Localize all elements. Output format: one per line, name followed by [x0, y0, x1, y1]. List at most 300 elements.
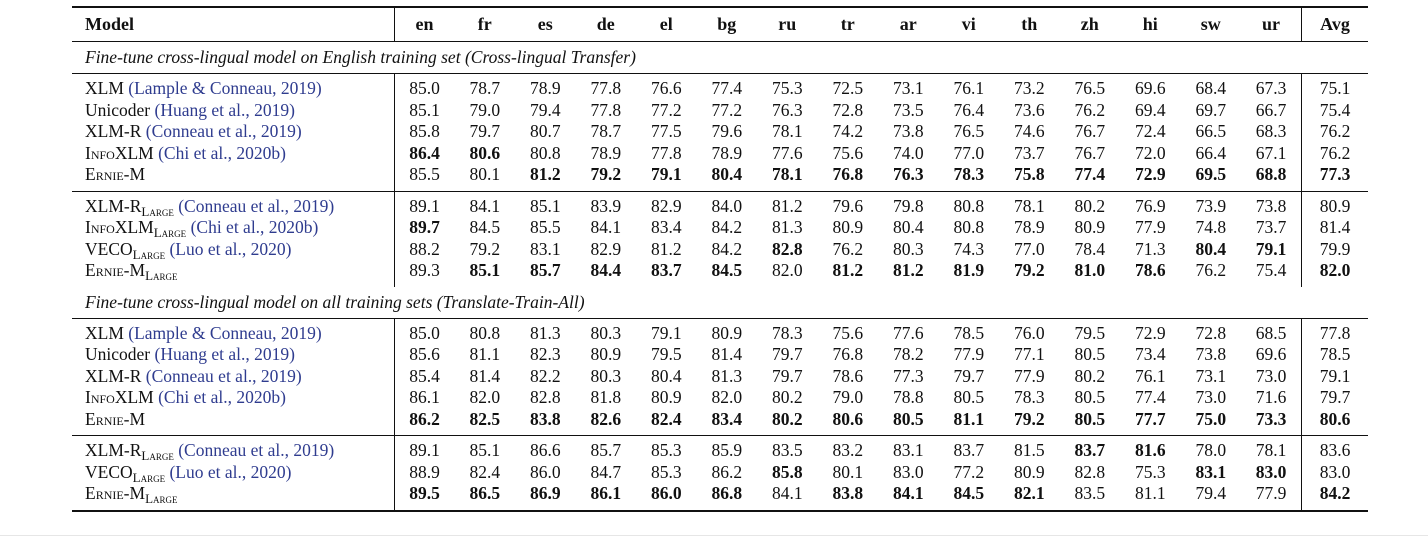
score-cell-ar: 78.2 — [892, 344, 924, 364]
citation-link[interactable]: (Chi et al., 2020b) — [158, 142, 286, 163]
table-row — [72, 191, 1368, 217]
model-cell — [72, 344, 394, 366]
citation-link[interactable]: (Conneau et al., 2019) — [145, 121, 302, 141]
score-cell-sw: 73.9 — [1195, 195, 1227, 216]
model-cell — [72, 318, 394, 344]
score-cell-bg: 86.8 — [697, 483, 758, 511]
section-title-row — [72, 287, 1368, 319]
score-cell-vi: 76.5 — [953, 121, 985, 141]
score-cell-zh: 83.5 — [1060, 483, 1121, 511]
score-cell-sw: 69.7 — [1195, 99, 1227, 120]
score-cell-vi: 78.3 — [939, 164, 1000, 191]
score-cell-es: 83.1 — [529, 238, 561, 259]
model-name: Ernie-M — [85, 260, 146, 280]
results-table-figure — [72, 6, 1368, 512]
model-name: InfoXLM — [85, 217, 154, 237]
score-cell-en: 86.4 — [409, 142, 440, 163]
model-name: Ernie-M — [85, 483, 146, 503]
table-body — [72, 42, 1368, 511]
score-cell-th: 81.5 — [1013, 440, 1045, 460]
column-header-de: de — [576, 7, 637, 42]
score-cell-th: 78.1 — [1013, 195, 1045, 216]
score-cell-de: 84.4 — [590, 260, 622, 280]
score-cell-ur: 68.3 — [1255, 121, 1287, 141]
table-row — [72, 217, 1368, 239]
table-row — [72, 387, 1368, 409]
score-cell-en: 86.2 — [394, 409, 455, 436]
score-cell-th: 74.6 — [1013, 121, 1045, 141]
score-cell-zh: 76.7 — [1074, 142, 1106, 163]
avg-score-cell: 77.3 — [1302, 164, 1369, 191]
score-cell-ur: 78.1 — [1255, 440, 1287, 460]
score-cell-ru: 85.8 — [771, 461, 803, 482]
score-cell-tr: 76.8 — [832, 344, 864, 364]
score-cell-bg: 82.0 — [711, 387, 743, 407]
citation-link[interactable]: (Luo et al., 2020) — [169, 238, 292, 259]
model-name: XLM — [85, 78, 124, 98]
score-cell-es: 81.2 — [515, 164, 576, 191]
citation-link[interactable]: (Huang et al., 2019) — [154, 99, 295, 120]
section-title: Fine-tune cross-lingual model on English training set (Cross-lingual Transfer) — [72, 42, 1368, 74]
score-cell-zh: 79.5 — [1074, 322, 1106, 343]
score-cell-th: 73.7 — [1013, 142, 1045, 163]
score-cell-tr: 72.5 — [832, 78, 864, 98]
score-cell-en: 88.2 — [409, 238, 440, 259]
score-cell-hi: 77.4 — [1134, 387, 1166, 407]
score-cell-el: 77.8 — [650, 142, 682, 163]
score-cell-hi: 72.9 — [1134, 322, 1166, 343]
score-cell-hi: 76.1 — [1134, 365, 1166, 386]
score-cell-bg: 86.2 — [711, 461, 743, 482]
score-cell-th: 82.1 — [999, 483, 1060, 511]
score-cell-es: 82.8 — [529, 387, 561, 407]
score-cell-ar: 81.2 — [892, 260, 924, 280]
score-cell-sw: 72.8 — [1195, 322, 1227, 343]
score-cell-ar: 83.0 — [892, 461, 924, 482]
score-cell-es: 85.5 — [529, 217, 561, 237]
column-header-bg: bg — [697, 7, 758, 42]
score-cell-sw: 73.0 — [1195, 387, 1227, 407]
score-cell-en: 85.0 — [409, 78, 440, 98]
column-header-ar: ar — [878, 7, 939, 42]
score-cell-zh: 80.2 — [1074, 365, 1106, 386]
score-cell-tr: 80.6 — [818, 409, 879, 436]
score-cell-ur: 73.3 — [1241, 409, 1302, 436]
score-cell-fr: 84.5 — [469, 217, 501, 237]
table-row — [72, 366, 1368, 388]
score-cell-el: 80.9 — [650, 387, 682, 407]
score-cell-en: 85.6 — [409, 344, 440, 364]
score-cell-sw: 69.5 — [1181, 164, 1242, 191]
score-cell-hi: 77.7 — [1120, 409, 1181, 436]
avg-score-cell: 83.6 — [1302, 436, 1369, 462]
score-cell-ur: 66.7 — [1255, 99, 1287, 120]
page-divider — [0, 535, 1428, 536]
citation-link[interactable]: (Conneau et al., 2019) — [145, 365, 302, 386]
score-cell-zh: 76.5 — [1074, 78, 1106, 98]
score-cell-es: 78.9 — [529, 78, 561, 98]
model-name: Ernie-M — [85, 164, 146, 184]
score-cell-hi: 72.0 — [1134, 142, 1166, 163]
score-cell-vi: 81.1 — [939, 409, 1000, 436]
avg-score-cell: 76.2 — [1302, 143, 1369, 165]
avg-score-cell: 78.5 — [1302, 344, 1369, 366]
score-cell-ur: 73.7 — [1255, 217, 1287, 237]
score-cell-bg: 79.6 — [711, 121, 743, 141]
score-cell-tr: 81.2 — [832, 260, 864, 280]
score-cell-th: 76.0 — [1013, 322, 1045, 343]
citation-link[interactable]: (Lample & Conneau, 2019) — [128, 322, 322, 343]
citation-link[interactable]: (Huang et al., 2019) — [154, 344, 295, 364]
score-cell-ur: 79.1 — [1255, 238, 1287, 259]
score-cell-ur: 71.6 — [1255, 387, 1287, 407]
score-cell-hi: 81.6 — [1134, 440, 1166, 460]
score-cell-de: 80.9 — [590, 344, 622, 364]
model-cell — [72, 462, 394, 484]
avg-score-cell: 80.9 — [1302, 191, 1369, 217]
avg-score-cell: 79.7 — [1302, 387, 1369, 409]
score-cell-zh: 80.5 — [1074, 344, 1106, 364]
score-cell-el: 77.2 — [650, 99, 682, 120]
score-cell-fr: 85.1 — [469, 260, 501, 280]
score-cell-de: 78.9 — [590, 142, 622, 163]
avg-score-cell: 79.9 — [1302, 239, 1369, 261]
score-cell-ar: 77.6 — [892, 322, 924, 343]
score-cell-vi: 77.2 — [953, 461, 985, 482]
score-cell-el: 79.5 — [650, 344, 682, 364]
score-cell-ur: 69.6 — [1255, 344, 1287, 364]
score-cell-es: 85.7 — [529, 260, 561, 280]
citation-link[interactable]: (Conneau et al., 2019) — [178, 440, 335, 460]
score-cell-ur: 83.0 — [1255, 461, 1287, 482]
score-cell-bg: 77.2 — [711, 99, 743, 120]
score-cell-ru: 80.2 — [757, 409, 818, 436]
model-name: Unicoder — [85, 344, 151, 364]
column-header-ur: ur — [1241, 7, 1302, 42]
score-cell-sw: 73.1 — [1195, 365, 1227, 386]
score-cell-zh: 82.8 — [1074, 461, 1106, 482]
score-cell-ur: 68.5 — [1255, 322, 1287, 343]
score-cell-bg: 81.3 — [711, 365, 743, 386]
score-cell-fr: 82.5 — [455, 409, 516, 436]
score-cell-vi: 80.8 — [953, 195, 985, 216]
table-row — [72, 344, 1368, 366]
model-cell — [72, 164, 394, 191]
score-cell-bg: 84.0 — [711, 195, 743, 216]
score-cell-sw: 80.4 — [1195, 238, 1227, 259]
score-cell-sw: 83.1 — [1195, 461, 1227, 482]
score-cell-de: 86.1 — [576, 483, 637, 511]
score-cell-zh: 76.2 — [1074, 99, 1106, 120]
score-cell-tr: 80.1 — [832, 461, 864, 482]
score-cell-sw: 78.0 — [1195, 440, 1227, 460]
score-cell-zh: 80.9 — [1074, 217, 1106, 237]
citation-link[interactable]: (Lample & Conneau, 2019) — [128, 78, 322, 98]
score-cell-el: 77.5 — [650, 121, 682, 141]
score-cell-tr: 76.8 — [818, 164, 879, 191]
citation-link[interactable]: (Conneau et al., 2019) — [178, 195, 335, 216]
score-cell-ar: 73.1 — [892, 78, 924, 98]
score-cell-hi: 71.3 — [1134, 238, 1166, 259]
score-cell-en: 89.7 — [409, 217, 440, 237]
score-cell-ur: 75.4 — [1255, 260, 1287, 280]
model-cell — [72, 74, 394, 100]
score-cell-th: 75.8 — [999, 164, 1060, 191]
model-cell — [72, 409, 394, 436]
score-cell-fr: 84.1 — [469, 195, 501, 216]
score-cell-de: 82.6 — [576, 409, 637, 436]
column-header-avg: Avg — [1302, 7, 1369, 42]
score-cell-de: 79.2 — [576, 164, 637, 191]
score-cell-ru: 82.8 — [771, 238, 803, 259]
score-cell-es: 81.3 — [529, 322, 561, 343]
citation-link[interactable]: (Luo et al., 2020) — [169, 461, 292, 482]
avg-score-cell: 75.1 — [1302, 74, 1369, 100]
score-cell-sw: 74.8 — [1195, 217, 1227, 237]
model-name: Ernie-M — [85, 408, 146, 429]
score-cell-ur: 73.0 — [1255, 365, 1287, 386]
score-cell-ar: 80.4 — [892, 217, 924, 237]
score-cell-es: 86.9 — [515, 483, 576, 511]
score-cell-tr: 78.6 — [832, 365, 864, 386]
score-cell-ur: 67.3 — [1255, 78, 1287, 98]
citation-link[interactable]: (Chi et al., 2020b) — [158, 387, 286, 407]
score-cell-hi: 78.6 — [1134, 260, 1166, 280]
column-header-en: en — [394, 7, 455, 42]
score-cell-vi: 80.8 — [953, 217, 985, 237]
avg-score-cell: 84.2 — [1302, 483, 1369, 511]
score-cell-el: 79.1 — [650, 322, 682, 343]
table-row — [72, 239, 1368, 261]
score-cell-en: 85.8 — [409, 121, 440, 141]
score-cell-es: 80.8 — [529, 142, 561, 163]
score-cell-de: 80.3 — [590, 322, 622, 343]
score-cell-fr: 82.4 — [469, 461, 501, 482]
table-row — [72, 100, 1368, 122]
table-row — [72, 462, 1368, 484]
score-cell-th: 78.3 — [1013, 387, 1045, 407]
score-cell-sw: 76.2 — [1195, 260, 1227, 280]
score-cell-ar: 79.8 — [892, 195, 924, 216]
score-cell-tr: 72.8 — [832, 99, 864, 120]
score-cell-vi: 74.3 — [953, 238, 985, 259]
section-title: Fine-tune cross-lingual model on all training sets (Translate-Train-All) — [72, 287, 1368, 319]
score-cell-ru: 79.7 — [771, 365, 803, 386]
score-cell-en: 89.1 — [409, 195, 440, 216]
score-cell-zh: 76.7 — [1074, 121, 1106, 141]
table-row — [72, 483, 1368, 511]
score-cell-fr: 85.1 — [469, 440, 501, 460]
model-size-subscript: Large — [153, 225, 187, 240]
avg-score-cell: 82.0 — [1302, 260, 1369, 287]
score-cell-es: 82.2 — [529, 365, 561, 386]
table-row — [72, 409, 1368, 436]
score-cell-ar: 80.5 — [878, 409, 939, 436]
score-cell-de: 83.9 — [590, 195, 622, 216]
model-cell — [72, 436, 394, 462]
table-row — [72, 164, 1368, 191]
score-cell-th: 77.9 — [1013, 365, 1045, 386]
score-cell-ar: 73.5 — [892, 99, 924, 120]
score-cell-tr: 75.6 — [832, 322, 864, 343]
model-size-subscript: Large — [145, 491, 178, 506]
score-cell-vi: 77.9 — [953, 344, 985, 364]
table-row — [72, 318, 1368, 344]
score-cell-fr: 80.8 — [469, 322, 501, 343]
score-cell-fr: 81.1 — [469, 344, 501, 364]
score-cell-fr: 80.1 — [455, 164, 516, 191]
score-cell-en: 89.3 — [409, 260, 440, 280]
score-cell-fr: 80.6 — [469, 142, 501, 163]
score-cell-hi: 77.9 — [1134, 217, 1166, 237]
score-cell-de: 84.1 — [590, 217, 622, 237]
score-cell-zh: 83.7 — [1074, 440, 1106, 460]
score-cell-th: 79.2 — [1013, 260, 1045, 280]
score-cell-ru: 82.0 — [771, 260, 803, 280]
score-cell-bg: 80.4 — [697, 164, 758, 191]
score-cell-th: 78.9 — [1013, 217, 1045, 237]
model-cell — [72, 483, 394, 511]
score-cell-th: 79.2 — [999, 409, 1060, 436]
score-cell-fr: 86.5 — [455, 483, 516, 511]
model-cell — [72, 366, 394, 388]
score-cell-th: 80.9 — [1013, 461, 1045, 482]
score-cell-ru: 83.5 — [771, 440, 803, 460]
model-cell — [72, 387, 394, 409]
score-cell-en: 85.4 — [409, 365, 440, 386]
model-size-subscript: Large — [141, 448, 174, 463]
score-cell-es: 85.1 — [529, 195, 561, 216]
score-cell-el: 85.3 — [650, 461, 682, 482]
model-name: XLM — [85, 322, 124, 343]
score-cell-en: 85.0 — [409, 322, 440, 343]
score-cell-fr: 81.4 — [469, 365, 501, 386]
score-cell-el: 82.4 — [636, 409, 697, 436]
model-cell — [72, 121, 394, 143]
model-name: VECO — [85, 238, 133, 259]
score-cell-bg: 83.4 — [697, 409, 758, 436]
score-cell-th: 77.1 — [1013, 344, 1045, 364]
score-cell-de: 84.7 — [590, 461, 622, 482]
column-header-zh: zh — [1060, 7, 1121, 42]
score-cell-ar: 73.8 — [892, 121, 924, 141]
citation-link[interactable]: (Chi et al., 2020b) — [190, 217, 319, 237]
score-cell-vi: 83.7 — [953, 440, 985, 460]
score-cell-hi: 69.6 — [1134, 78, 1166, 98]
score-cell-hi: 75.3 — [1134, 461, 1166, 482]
score-cell-el: 81.2 — [650, 238, 682, 259]
score-cell-zh: 80.2 — [1074, 195, 1106, 216]
score-cell-de: 77.8 — [590, 78, 622, 98]
score-cell-ru: 77.6 — [771, 142, 803, 163]
score-cell-zh: 80.5 — [1060, 409, 1121, 436]
score-cell-ru: 78.3 — [771, 322, 803, 343]
score-cell-vi: 76.1 — [953, 78, 985, 98]
model-cell — [72, 239, 394, 261]
score-cell-bg: 84.2 — [711, 238, 743, 259]
section-title-row — [72, 42, 1368, 74]
score-cell-ur: 68.8 — [1241, 164, 1302, 191]
score-cell-ar: 80.3 — [892, 238, 924, 259]
model-name: InfoXLM — [85, 142, 154, 163]
table-row — [72, 121, 1368, 143]
score-cell-en: 85.5 — [394, 164, 455, 191]
column-header-ru: ru — [757, 7, 818, 42]
header-row — [72, 7, 1368, 42]
score-cell-en: 89.1 — [409, 440, 440, 460]
score-cell-fr: 82.0 — [469, 387, 501, 407]
score-cell-vi: 81.9 — [953, 260, 985, 280]
column-header-model: Model — [72, 7, 394, 42]
score-cell-bg: 78.9 — [711, 142, 743, 163]
model-size-subscript: Large — [132, 469, 166, 485]
score-cell-sw: 73.8 — [1195, 344, 1227, 364]
model-name: XLM-R — [85, 195, 142, 216]
score-cell-ru: 81.2 — [771, 195, 803, 216]
score-cell-zh: 78.4 — [1074, 238, 1106, 259]
model-name: Unicoder — [85, 99, 151, 120]
score-cell-el: 76.6 — [650, 78, 682, 98]
avg-score-cell: 75.4 — [1302, 100, 1369, 122]
score-cell-hi: 69.4 — [1134, 99, 1166, 120]
score-cell-zh: 77.4 — [1060, 164, 1121, 191]
score-cell-sw: 66.4 — [1195, 142, 1227, 163]
avg-score-cell: 77.8 — [1302, 318, 1369, 344]
score-cell-ru: 78.1 — [757, 164, 818, 191]
model-size-subscript: Large — [132, 246, 166, 262]
score-cell-hi: 76.9 — [1134, 195, 1166, 216]
score-cell-ru: 84.1 — [757, 483, 818, 511]
score-cell-es: 86.0 — [529, 461, 561, 482]
score-cell-ur: 73.8 — [1255, 195, 1287, 216]
model-name: InfoXLM — [85, 387, 154, 407]
score-cell-es: 82.3 — [529, 344, 561, 364]
model-cell — [72, 191, 394, 217]
score-cell-bg: 84.2 — [711, 217, 743, 237]
score-cell-en: 85.1 — [409, 99, 440, 120]
column-header-sw: sw — [1181, 7, 1242, 42]
score-cell-ru: 79.7 — [771, 344, 803, 364]
score-cell-tr: 79.6 — [832, 195, 864, 216]
score-cell-ar: 77.3 — [892, 365, 924, 386]
model-name: XLM-R — [85, 365, 142, 386]
score-cell-el: 83.4 — [650, 217, 682, 237]
score-cell-ru: 80.2 — [771, 387, 803, 407]
score-cell-th: 73.6 — [1013, 99, 1045, 120]
column-header-th: th — [999, 7, 1060, 42]
avg-score-cell: 80.6 — [1302, 409, 1369, 436]
score-cell-es: 79.4 — [529, 99, 561, 120]
avg-score-cell: 76.2 — [1302, 121, 1369, 143]
score-cell-bg: 81.4 — [711, 344, 743, 364]
score-cell-vi: 76.4 — [953, 99, 985, 120]
score-cell-bg: 77.4 — [711, 78, 743, 98]
score-cell-sw: 68.4 — [1195, 78, 1227, 98]
score-cell-hi: 72.9 — [1120, 164, 1181, 191]
score-cell-tr: 75.6 — [832, 142, 864, 163]
score-cell-tr: 79.0 — [832, 387, 864, 407]
score-cell-ur: 77.9 — [1241, 483, 1302, 511]
score-cell-es: 80.7 — [529, 121, 561, 141]
score-cell-de: 82.9 — [590, 238, 622, 259]
score-cell-el: 86.0 — [636, 483, 697, 511]
table-row — [72, 74, 1368, 100]
score-cell-tr: 83.2 — [832, 440, 864, 460]
score-cell-fr: 79.7 — [469, 121, 501, 141]
score-cell-fr: 78.7 — [469, 78, 501, 98]
score-cell-hi: 73.4 — [1134, 344, 1166, 364]
score-cell-de: 80.3 — [590, 365, 622, 386]
